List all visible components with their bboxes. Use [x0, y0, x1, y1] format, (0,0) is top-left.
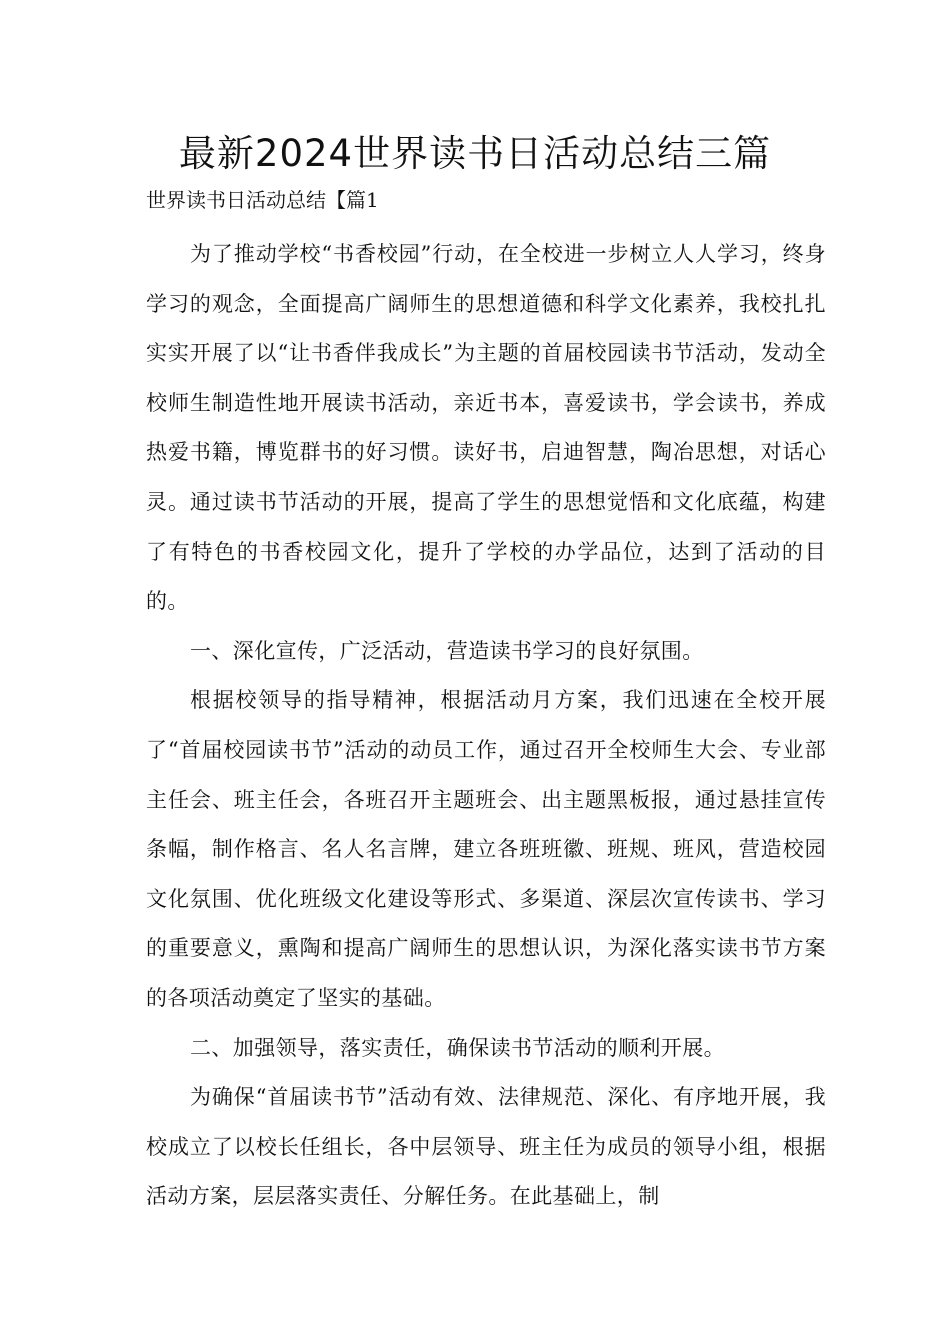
- document-title: 最新2024世界读书日活动总结三篇: [178, 132, 772, 175]
- paragraph-intro: 为了推动学校“书香校园”行动，在全校进一步树立人人学习，终身学习的观念，全面提高广阔师生的思想道德和科学文化素养，我校扎扎实实开展了以“让书香伴我成长”为主题的首届校园读书节活动，发动全校师生制造性地开展读书活动，亲近书本，喜爱读书，学会读书，养成热爱书籍，博览群书的好习惯。读好书，启迪智慧，陶冶思想，对话心灵。通过读书节活动的开展，提高了学生的思想觉悟和文化底蕴，构建了有特色的书香校园文化，提升了学校的办学品位，达到了活动的目的。: [146, 242, 826, 614]
- paragraph-heading-1: 一、深化宣传，广泛活动，营造读书学习的良好氛围。: [190, 638, 704, 663]
- section-heading: 世界读书日活动总结【篇1: [146, 188, 379, 212]
- paragraph-publicity: 根据校领导的指导精神，根据活动月方案，我们迅速在全校开展了“首届校园读书节”活动的动员工作，通过召开全校师生大会、专业部主任会、班主任会，各班召开主题班会、出主题黑板报，通过悬挂宣传条幅，制作格言、名人名言牌，建立各班班徽、班规、班风，营造校园文化氛围、优化班级文化建设等形式、多渠道、深层次宣传读书、学习的重要意义，熏陶和提高广阔师生的思想认识，为深化落实读书节方案的各项活动奠定了坚实的基础。: [146, 688, 826, 1010]
- paragraph-heading-2: 二、加强领导，落实责任，确保读书节活动的顺利开展。: [190, 1035, 725, 1060]
- document-body: [146, 230, 826, 1222]
- paragraph-leadership: 为确保“首届读书节”活动有效、法律规范、深化、有序地开展，我校成立了以校长任组长，各中层领导、班主任为成员的领导小组，根据活动方案，层层落实责任、分解任务。在此基础上，制: [146, 1085, 826, 1209]
